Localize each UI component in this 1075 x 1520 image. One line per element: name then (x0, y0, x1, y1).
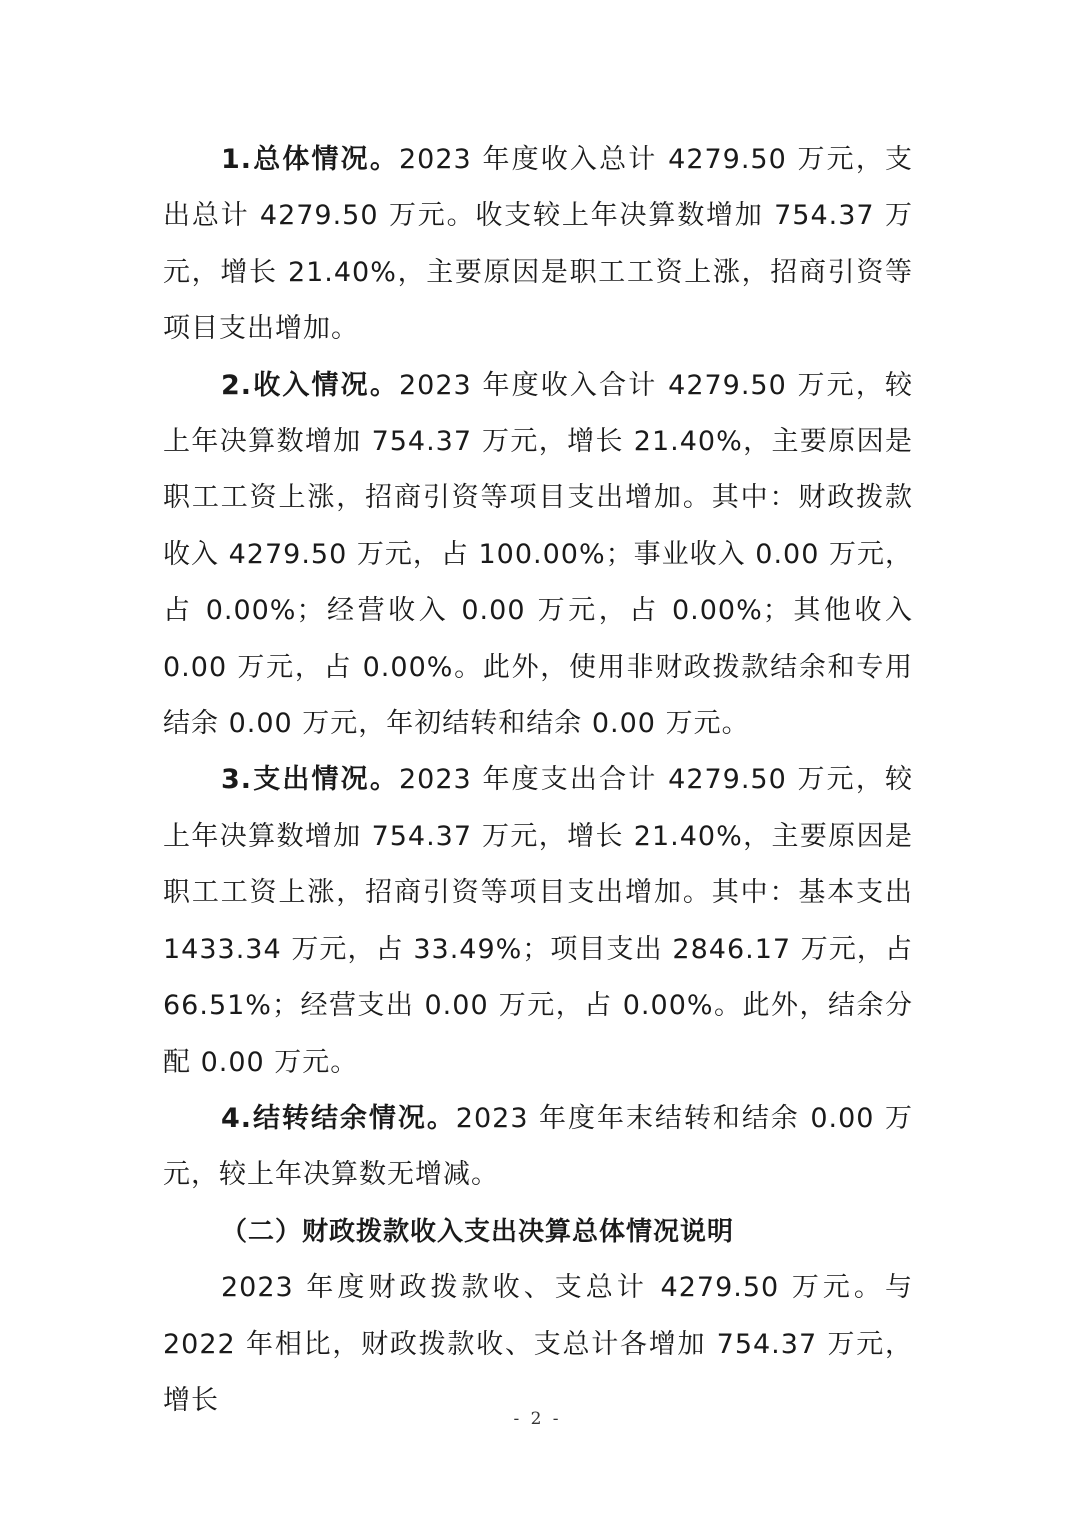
paragraph-lead: 2.收入情况。 (221, 369, 399, 401)
paragraph-text: 2023 年度支出合计 4279.50 万元，较上年决算数增加 754.37 万元，增长 21.40%，主要原因是职工工资上涨，招商引资等项目支出增加。其中：基本支出 1433.34 万元，占 33.49%；项目支出 2846.17 万元，占 66.51%；经营支出 0.00 万元，占 0.00%。此外，结余分配 0.00 万元。 (163, 764, 913, 1078)
paragraph-overall (163, 132, 913, 358)
paragraph-income (163, 358, 913, 753)
paragraph-lead: 4.结转结余情况。 (221, 1102, 456, 1134)
paragraph-lead: 3.支出情况。 (221, 764, 399, 796)
document-body (163, 132, 913, 1429)
paragraph-text: 2023 年度收入总计 4279.50 万元，支出总计 4279.50 万元。收支较上年决算数增加 754.37 万元，增长 21.40%，主要原因是职工工资上涨，招商引资等项目支出增加。 (163, 144, 913, 345)
paragraph-carryover (163, 1091, 913, 1204)
paragraph-expenditure (163, 752, 913, 1090)
paragraph-lead: 1.总体情况。 (221, 144, 399, 175)
paragraph-text: 2023 年度收入合计 4279.50 万元，较上年决算数增加 754.37 万元，增长 21.40%，主要原因是职工工资上涨，招商引资等项目支出增加。其中：财政拨款收入 4279.50 万元，占 100.00%；事业收入 0.00 万元，占 0.00%；经营收入 0.00 万元，占 0.00%；其他收入 0.00 万元，占 0.00%。此外，使用非财政拨款结余和专用结余 0.00 万元，年初结转和结余 0.00 万元。 (163, 369, 913, 740)
paragraph-fiscal-summary: 2023 年度财政拨款收、支总计 4279.50 万元。与 2022 年相比，财政拨款收、支总计各增加 754.37 万元，增长 (163, 1272, 913, 1416)
page-number: - 2 - (513, 1409, 562, 1429)
section-heading: （二）财政拨款收入支出决算总体情况说明 (221, 1216, 735, 1247)
paragraph-text: 2023 年度年末结转和结余 0.00 万元，较上年决算数无增减。 (163, 1102, 913, 1191)
